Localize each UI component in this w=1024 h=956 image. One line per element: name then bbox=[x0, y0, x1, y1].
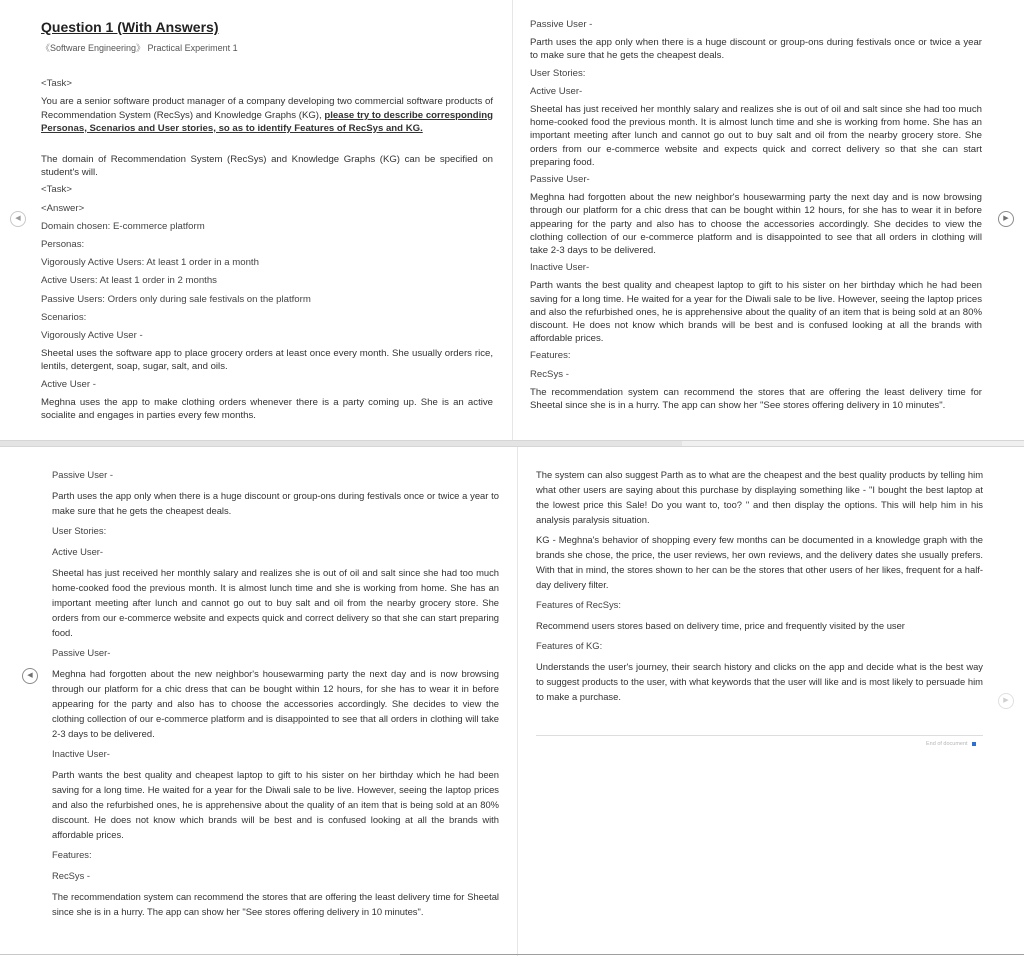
features-recsys-label: Features of RecSys: bbox=[536, 599, 621, 610]
page-separator bbox=[512, 0, 513, 440]
story-inactive-label: Inactive User- bbox=[530, 262, 590, 274]
right-page-column bbox=[536, 467, 983, 709]
persona-passive: Passive Users: Orders only during sale festivals on the platform bbox=[41, 293, 311, 305]
story-inactive-text: Parth wants the best quality and cheapest laptop to gift to his sister on her birthday which he had been saving for a long time. He waited for a year for the Diwali sale to be live. However, seeing the laptop prices and also the refurbished ones, he is apprehensive about the quality of an item that is being sold at an 80% discount. He does not know which brands will be best and is confused looking at all the brands with affordable prices. bbox=[52, 769, 499, 840]
user-stories-label: User Stories: bbox=[530, 67, 586, 79]
scenario-vigorously-active-text: Sheetal uses the software app to place grocery orders at least once every month. She usually orders rice, lentils, detergent, soap, sugar, salt, and oils. bbox=[41, 348, 493, 373]
scenario-active-label: Active User - bbox=[41, 378, 96, 390]
horizontal-scrollbar[interactable] bbox=[0, 440, 1024, 447]
task-text: You are a senior software product manager of a company developing two commercial software products of Recommendation System (RecSys) and Knowledge Graphs (KG), please try to describe corresponding Personas, Scenarios and User stories, so as to identify Features of RecSys and KG. bbox=[41, 96, 493, 134]
bottom-scrollbar-thumb[interactable] bbox=[400, 954, 1024, 955]
scenario-passive-text: Parth uses the app only when there is a huge discount or group-ons during festivals once or twice a year to make sure that he gets the cheapest deals. bbox=[530, 37, 982, 62]
scrollbar-thumb[interactable] bbox=[0, 441, 682, 446]
scenario-passive-label: Passive User - bbox=[530, 19, 593, 30]
domain-chosen: Domain chosen: E-commerce platform bbox=[41, 220, 205, 232]
features-label: Features: bbox=[530, 350, 571, 362]
story-active-text: Sheetal has just received her monthly salary and realizes she is out of oil and salt since she had too much home-cooked food the previous month. It is almost lunch time and she is working from home. She has an important meeting after lunch and cannot go out to buy salt and oil from the nearby grocery store. She orders from our e-commerce website and expects quick and correct delivery so that she can start preparing food. bbox=[530, 104, 982, 168]
features-kg-text: Understands the user's journey, their search history and clicks on the app and decide what is the best way to suggest products to the user, with what keywords that the user will like and is most likely to persuade him to make a purchase. bbox=[536, 661, 983, 702]
story-passive-label: Passive User- bbox=[530, 174, 590, 186]
bottom-scrollbar[interactable] bbox=[0, 954, 1024, 955]
end-of-document-text: End of document bbox=[926, 741, 968, 747]
chevron-left-icon: ◀ bbox=[27, 672, 33, 679]
scenario-passive-label: Passive User - bbox=[52, 469, 113, 480]
right-page-column bbox=[530, 18, 982, 416]
document-subtitle: 《Software Engineering》 Practical Experiment 1 bbox=[41, 43, 238, 53]
left-page-column bbox=[41, 18, 493, 426]
top-page-spread bbox=[0, 0, 1024, 440]
chevron-right-icon: ▶ bbox=[1003, 697, 1009, 704]
scenario-passive-text: Parth uses the app only when there is a huge discount or group-ons during festivals once or twice a year to make sure that he gets the cheapest deals. bbox=[52, 490, 499, 516]
recsys-text-2: The system can also suggest Parth as to what are the cheapest and the best quality products by telling him what other users are saying about this purchase by displaying something like - "I bought the best laptop at the lowest price this Sale! Do you want to, too? " and then display the options. This will help him in his analysis paralysis situation. bbox=[536, 469, 983, 525]
user-stories-label: User Stories: bbox=[52, 525, 107, 536]
chevron-right-icon: ▶ bbox=[1003, 215, 1009, 222]
recsys-label: RecSys - bbox=[530, 368, 569, 380]
personas-label: Personas: bbox=[41, 239, 85, 251]
end-of-document-marker bbox=[926, 741, 976, 747]
persona-vigorously-active: Vigorously Active Users: At least 1 order in a month bbox=[41, 257, 259, 269]
scenario-active-text: Meghna uses the app to make clothing orders whenever there is a party coming up. She is an active socialite and engages in parties every few months. bbox=[41, 396, 493, 422]
story-passive-label: Passive User- bbox=[52, 647, 111, 658]
features-label: Features: bbox=[52, 849, 92, 860]
features-recsys-text: Recommend users stores based on delivery time, price and frequently visited by the user bbox=[536, 620, 905, 631]
next-page-button[interactable] bbox=[998, 693, 1014, 709]
left-page-column bbox=[52, 467, 499, 924]
story-active-label: Active User- bbox=[52, 546, 104, 557]
chevron-left-icon: ◀ bbox=[15, 215, 21, 222]
next-page-button[interactable] bbox=[998, 211, 1014, 227]
task-label: <Task> bbox=[41, 78, 72, 90]
end-rule bbox=[536, 735, 983, 736]
page-separator bbox=[517, 447, 518, 956]
story-inactive-label: Inactive User- bbox=[52, 748, 110, 759]
story-passive-text: Meghna had forgotten about the new neighbor's housewarming party the next day and is now browsing through our platform for a chic dress that can be bought within 12 hours, for she has to wear it in before appearing for the party and also has to choose the accessories accordingly. She decides to view the clothing collection of our e-commerce platform and is disappointed to see that all orders in clothing will take 2-3 days to be delivered. bbox=[530, 192, 982, 257]
story-active-label: Active User- bbox=[530, 85, 583, 97]
scenario-vigorously-active-label: Vigorously Active User - bbox=[41, 330, 143, 342]
recsys-text: The recommendation system can recommend the stores that are offering the least delivery time for Sheetal since she is in a hurry. The app can show her "See stores offering delivery in 10 minutes". bbox=[52, 891, 499, 917]
features-kg-label: Features of KG: bbox=[536, 640, 603, 651]
bottom-page-spread bbox=[0, 447, 1024, 956]
persona-active: Active Users: At least 1 order in 2 months bbox=[41, 275, 217, 287]
kg-text: KG - Meghna's behavior of shopping every few months can be documented in a knowledge graph with the brands she chose, the price, the user reviews, her own reviews, and the delivery dates she usually prefers. With that in mind, the stores shown to her can be the stores that other users of her likes, frequent for a half-day delivery filter. bbox=[536, 534, 983, 590]
end-square-icon bbox=[972, 742, 976, 746]
task-label-2: <Task> bbox=[41, 184, 72, 196]
prev-page-button[interactable] bbox=[22, 668, 38, 684]
document-title: Question 1 (With Answers) bbox=[41, 19, 219, 35]
story-passive-text: Meghna had forgotten about the new neighbor's housewarming party the next day and is now browsing through our platform for a chic dress that can be bought within 12 hours, for she has to wear it in before appearing for the party and also has to choose the accessories accordingly. She decides to view the clothing collection of our e-commerce platform and is disappointed to see that all orders in clothing will take 2-3 days to be delivered. bbox=[52, 668, 499, 739]
task-emphasis: please try to describe corresponding Personas, Scenarios and User stories, so as to identify Features of RecSys and KG. bbox=[41, 109, 493, 134]
domain-text: The domain of Recommendation System (RecSys) and Knowledge Graphs (KG) can be specified on student's will. bbox=[41, 154, 493, 179]
scenarios-label: Scenarios: bbox=[41, 311, 87, 323]
story-inactive-text: Parth wants the best quality and cheapest laptop to gift to his sister on her birthday which he had been saving for a long time. He waited for a year for the Diwali sale to be live. However, seeing the laptop prices and also the refurbished ones, he is apprehensive about the quality of an item that is being sold at an 80% discount. He does not know which brands will be best and is confused looking at all the brands with affordable prices. bbox=[530, 280, 982, 345]
recsys-text: The recommendation system can recommend the stores that are offering the least delivery time for Sheetal since she is in a hurry. The app can show her "See stores offering delivery in 10 minutes". bbox=[530, 386, 982, 412]
answer-label: <Answer> bbox=[41, 202, 85, 214]
prev-page-button[interactable] bbox=[10, 211, 26, 227]
recsys-label: RecSys - bbox=[52, 870, 91, 881]
story-active-text: Sheetal has just received her monthly salary and realizes she is out of oil and salt since she had too much home-cooked food the previous month. It is almost lunch time and she is working from home. She has an important meeting after lunch and cannot go out to buy salt and oil from the nearby grocery store. She orders from our e-commerce website and expects quick and correct delivery so that she can start preparing food. bbox=[52, 567, 499, 638]
